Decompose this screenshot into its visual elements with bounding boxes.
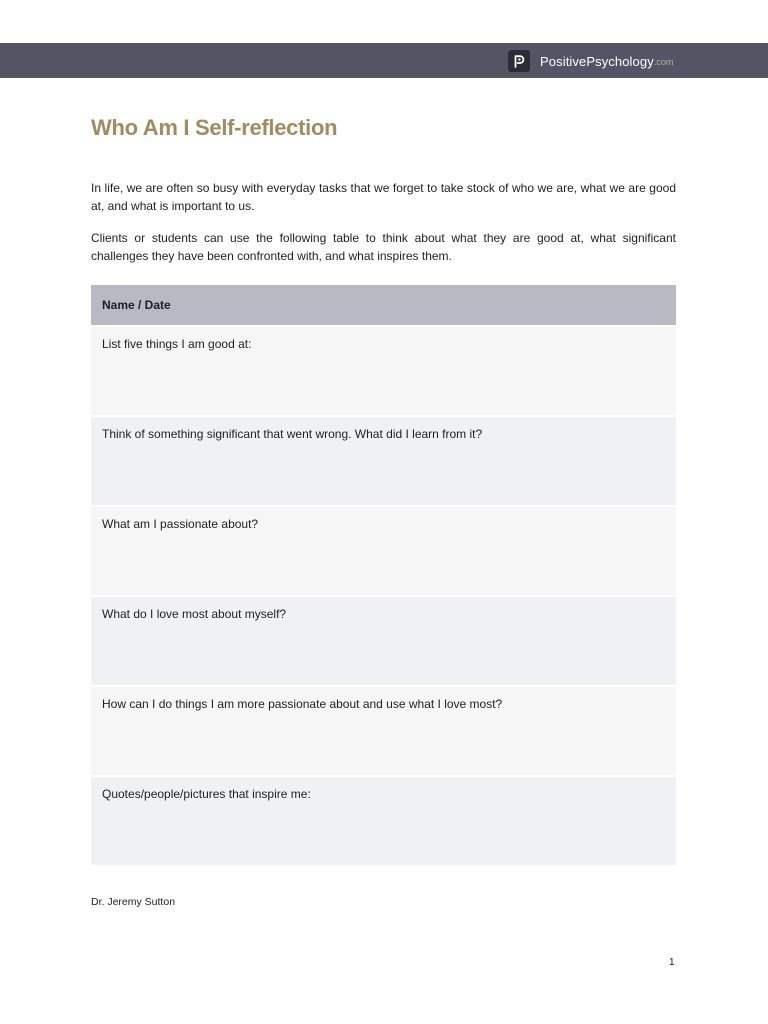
reflection-table <box>91 285 676 865</box>
instructions-paragraph: Clients or students can use the following table to think about what they are good at, what significant challenges they have been confronted with, and what inspires them. <box>91 231 676 263</box>
name-date-field[interactable] <box>91 285 676 325</box>
reflection-prompt: What am I passionate about? <box>102 517 259 531</box>
reflection-prompt: Think of something significant that went wrong. What did I learn from it? <box>102 427 483 441</box>
author-credit: Dr. Jeremy Sutton <box>91 896 176 908</box>
positivepsychology-p-logo-icon <box>508 50 530 72</box>
reflection-answer-field[interactable] <box>91 327 676 415</box>
brand-suffix: .com <box>653 57 674 67</box>
reflection-prompt: List five things I am good at: <box>102 337 252 351</box>
header-bar <box>0 43 768 78</box>
brand-name: PositivePsychology <box>540 53 654 69</box>
reflection-answer-field[interactable] <box>91 777 676 865</box>
reflection-prompt: What do I love most about myself? <box>102 607 287 621</box>
reflection-answer-field[interactable] <box>91 597 676 685</box>
brand-logo[interactable] <box>508 50 673 72</box>
reflection-prompt: Quotes/people/pictures that inspire me: <box>102 787 311 801</box>
name-date-label: Name / Date <box>102 298 171 312</box>
reflection-answer-field[interactable] <box>91 687 676 775</box>
intro-paragraph: In life, we are often so busy with everyday tasks that we forget to take stock of who we are, what we are good at, and what is important to us. <box>91 181 676 213</box>
page-title: Who Am I Self-reflection <box>91 115 338 140</box>
reflection-prompt: How can I do things I am more passionate about and use what I love most? <box>102 697 503 711</box>
page-number: 1 <box>669 957 675 968</box>
reflection-answer-field[interactable] <box>91 507 676 595</box>
reflection-answer-field[interactable] <box>91 417 676 505</box>
